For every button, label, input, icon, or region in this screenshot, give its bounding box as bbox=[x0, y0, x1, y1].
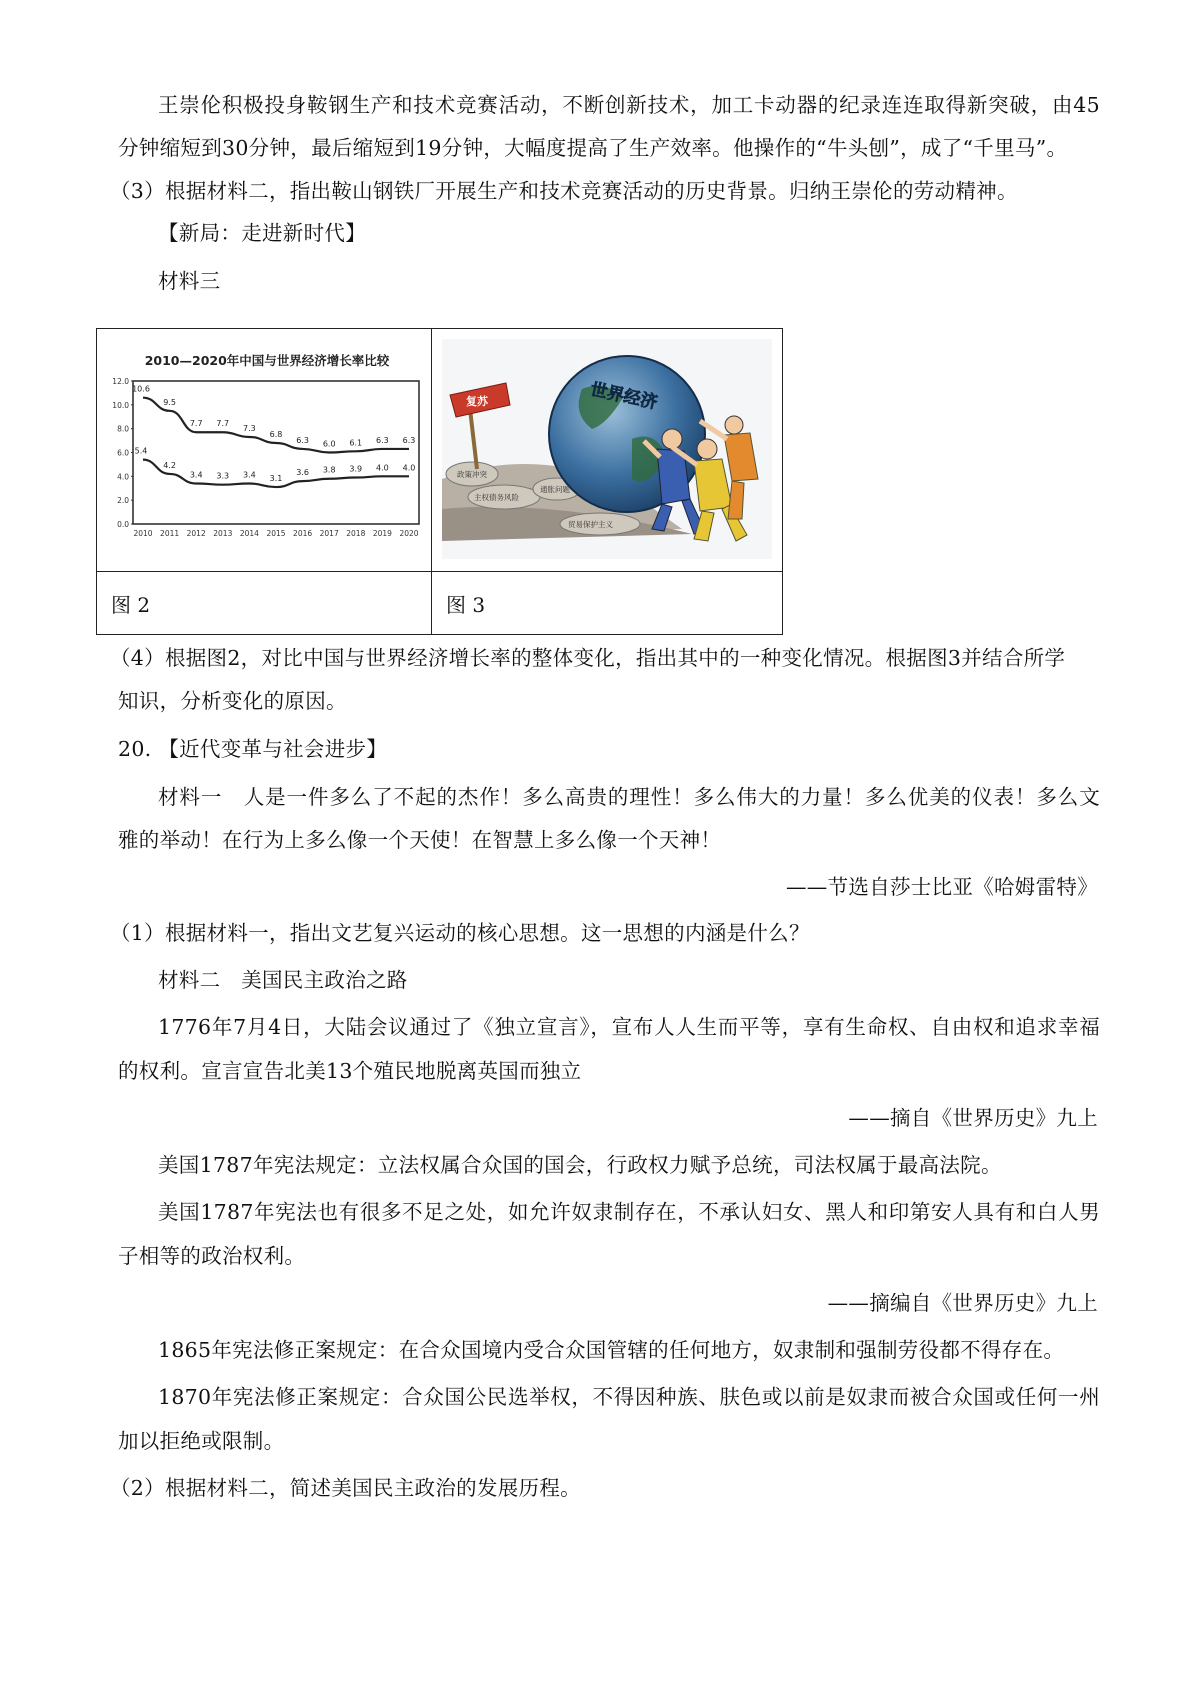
x-tick-label: 2015 bbox=[266, 529, 286, 538]
data-label: 10.6 bbox=[132, 384, 150, 394]
data-label: 3.4 bbox=[243, 470, 256, 480]
x-tick-label: 2019 bbox=[372, 529, 392, 538]
x-tick-label: 2012 bbox=[186, 529, 206, 538]
y-tick-label: 8.0 bbox=[117, 424, 129, 434]
y-tick-label: 4.0 bbox=[117, 472, 129, 482]
figure-table bbox=[96, 328, 783, 635]
chart-title: 2010—2020年中国与世界经济增长率比较 bbox=[144, 353, 390, 368]
rock-label: 政策冲突 bbox=[457, 470, 487, 479]
section-heading: 【新局：走进新时代】 bbox=[158, 221, 366, 245]
paragraph-line: 分钟缩短到30分钟，最后缩短到19分钟，大幅度提高了生产效率。他操作的“牛头刨”，成了“千里马”。 bbox=[118, 136, 1068, 160]
material-2-text: 1776年7月4日，大陆会议通过了《独立宣言》，宣布人人生而平等，享有生命权、自由权和追求幸福 bbox=[158, 1015, 1100, 1039]
data-label: 3.3 bbox=[216, 471, 230, 481]
sign-label: 复苏 bbox=[466, 395, 488, 408]
data-label: 3.8 bbox=[322, 465, 336, 475]
x-tick-label: 2016 bbox=[293, 529, 313, 538]
rock-label: 主权债务风险 bbox=[474, 493, 519, 502]
growth-rate-chart bbox=[97, 329, 431, 567]
data-label: 6.8 bbox=[269, 429, 283, 439]
question-1: （1）根据材料一，指出文艺复兴运动的核心思想。这一思想的内涵是什么？ bbox=[110, 921, 810, 945]
data-label: 7.7 bbox=[189, 419, 203, 429]
y-tick-label: 2.0 bbox=[117, 496, 129, 506]
material-2-text: 1870年宪法修正案规定：合众国公民选举权，不得因种族、肤色或以前是奴隶而被合众国或任何一州 bbox=[158, 1385, 1100, 1409]
y-tick-label: 0.0 bbox=[117, 520, 129, 529]
material-2-title: 材料二 美国民主政治之路 bbox=[158, 968, 408, 992]
x-tick-label: 2020 bbox=[399, 529, 419, 538]
material-1-line: 雅的举动！在行为上多么像一个天使！在智慧上多么像一个天神！ bbox=[118, 828, 722, 852]
material-2-source: ——摘自《世界历史》九上 bbox=[848, 1106, 1098, 1130]
x-tick-label: 2011 bbox=[160, 529, 180, 538]
material-label: 材料三 bbox=[158, 269, 221, 293]
question-4-cont: 知识，分析变化的原因。 bbox=[118, 689, 347, 713]
x-tick-label: 2018 bbox=[346, 529, 366, 538]
data-label: 6.3 bbox=[296, 435, 309, 445]
y-tick-label: 12.0 bbox=[112, 377, 129, 386]
figure-2-caption: 图 2 bbox=[97, 572, 432, 635]
data-label: 6.0 bbox=[322, 439, 336, 449]
data-label: 6.3 bbox=[376, 435, 389, 445]
data-label: 3.9 bbox=[349, 464, 363, 474]
material-1-source: ——节选自莎士比亚《哈姆雷特》 bbox=[786, 875, 1098, 899]
data-label: 4.2 bbox=[163, 460, 176, 470]
y-tick-label: 10.0 bbox=[112, 400, 129, 410]
material-2-text: 1865年宪法修正案规定：在合众国境内受合众国管辖的任何地方，奴隶制和强制劳役都不得存在。 bbox=[158, 1338, 1065, 1362]
data-label: 7.3 bbox=[243, 424, 256, 434]
x-tick-label: 2010 bbox=[133, 529, 153, 538]
data-label: 6.1 bbox=[349, 438, 363, 448]
question-4: （4）根据图2，对比中国与世界经济增长率的整体变化，指出其中的一种变化情况。根据图3并结合所学 bbox=[110, 646, 1066, 670]
rock-label: 通胀问题 bbox=[540, 485, 570, 494]
data-label: 5.4 bbox=[134, 446, 148, 456]
figure-3-cell bbox=[432, 329, 783, 572]
data-label: 3.1 bbox=[269, 474, 283, 484]
data-label: 9.5 bbox=[163, 397, 176, 407]
data-label: 6.3 bbox=[402, 435, 416, 445]
material-2-text: 加以拒绝或限制。 bbox=[118, 1429, 285, 1453]
economic-recovery-cartoon bbox=[432, 329, 782, 567]
material-2-text: 子相等的政治权利。 bbox=[118, 1244, 306, 1268]
material-1-line: 材料一 人是一件多么了不起的杰作！多么高贵的理性！多么伟大的力量！多么优美的仪表！多么文 bbox=[158, 785, 1100, 809]
material-2-text: 美国1787年宪法规定：立法权属合众国的国会，行政权力赋予总统，司法权属于最高法院。 bbox=[158, 1153, 1002, 1177]
data-label: 4.0 bbox=[402, 463, 416, 473]
question-2: （2）根据材料二，简述美国民主政治的发展历程。 bbox=[110, 1476, 581, 1500]
series-line-中国 bbox=[143, 398, 409, 453]
figure-2-cell bbox=[97, 329, 432, 572]
data-label: 4.0 bbox=[376, 463, 389, 473]
x-tick-label: 2017 bbox=[319, 529, 339, 538]
x-tick-label: 2013 bbox=[213, 529, 233, 538]
data-label: 3.6 bbox=[296, 468, 309, 478]
y-tick-label: 6.0 bbox=[117, 448, 129, 458]
globe-label: 世界经济 bbox=[588, 379, 660, 414]
material-2-text: 美国1787年宪法也有很多不足之处，如允许奴隶制存在，不承认妇女、黑人和印第安人具有和白人男 bbox=[158, 1200, 1100, 1224]
paragraph-line: 王崇伦积极投身鞍钢生产和技术竞赛活动，不断创新技术，加工卡动器的纪录连连取得新突破，由45 bbox=[158, 93, 1100, 117]
x-tick-label: 2014 bbox=[239, 529, 259, 538]
data-label: 7.7 bbox=[216, 419, 230, 429]
data-label: 3.4 bbox=[189, 470, 203, 480]
question-20-heading: 20. 【近代变革与社会进步】 bbox=[118, 737, 388, 761]
material-2-source: ——摘编自《世界历史》九上 bbox=[827, 1291, 1098, 1315]
figure-3-caption: 图 3 bbox=[432, 572, 783, 635]
material-2-text: 的权利。宣言宣告北美13个殖民地脱离英国而独立 bbox=[118, 1059, 582, 1083]
question-3: （3）根据材料二，指出鞍山钢铁厂开展生产和技术竞赛活动的历史背景。归纳王崇伦的劳动精神。 bbox=[110, 179, 1018, 203]
rock-label: 贸易保护主义 bbox=[568, 520, 613, 529]
